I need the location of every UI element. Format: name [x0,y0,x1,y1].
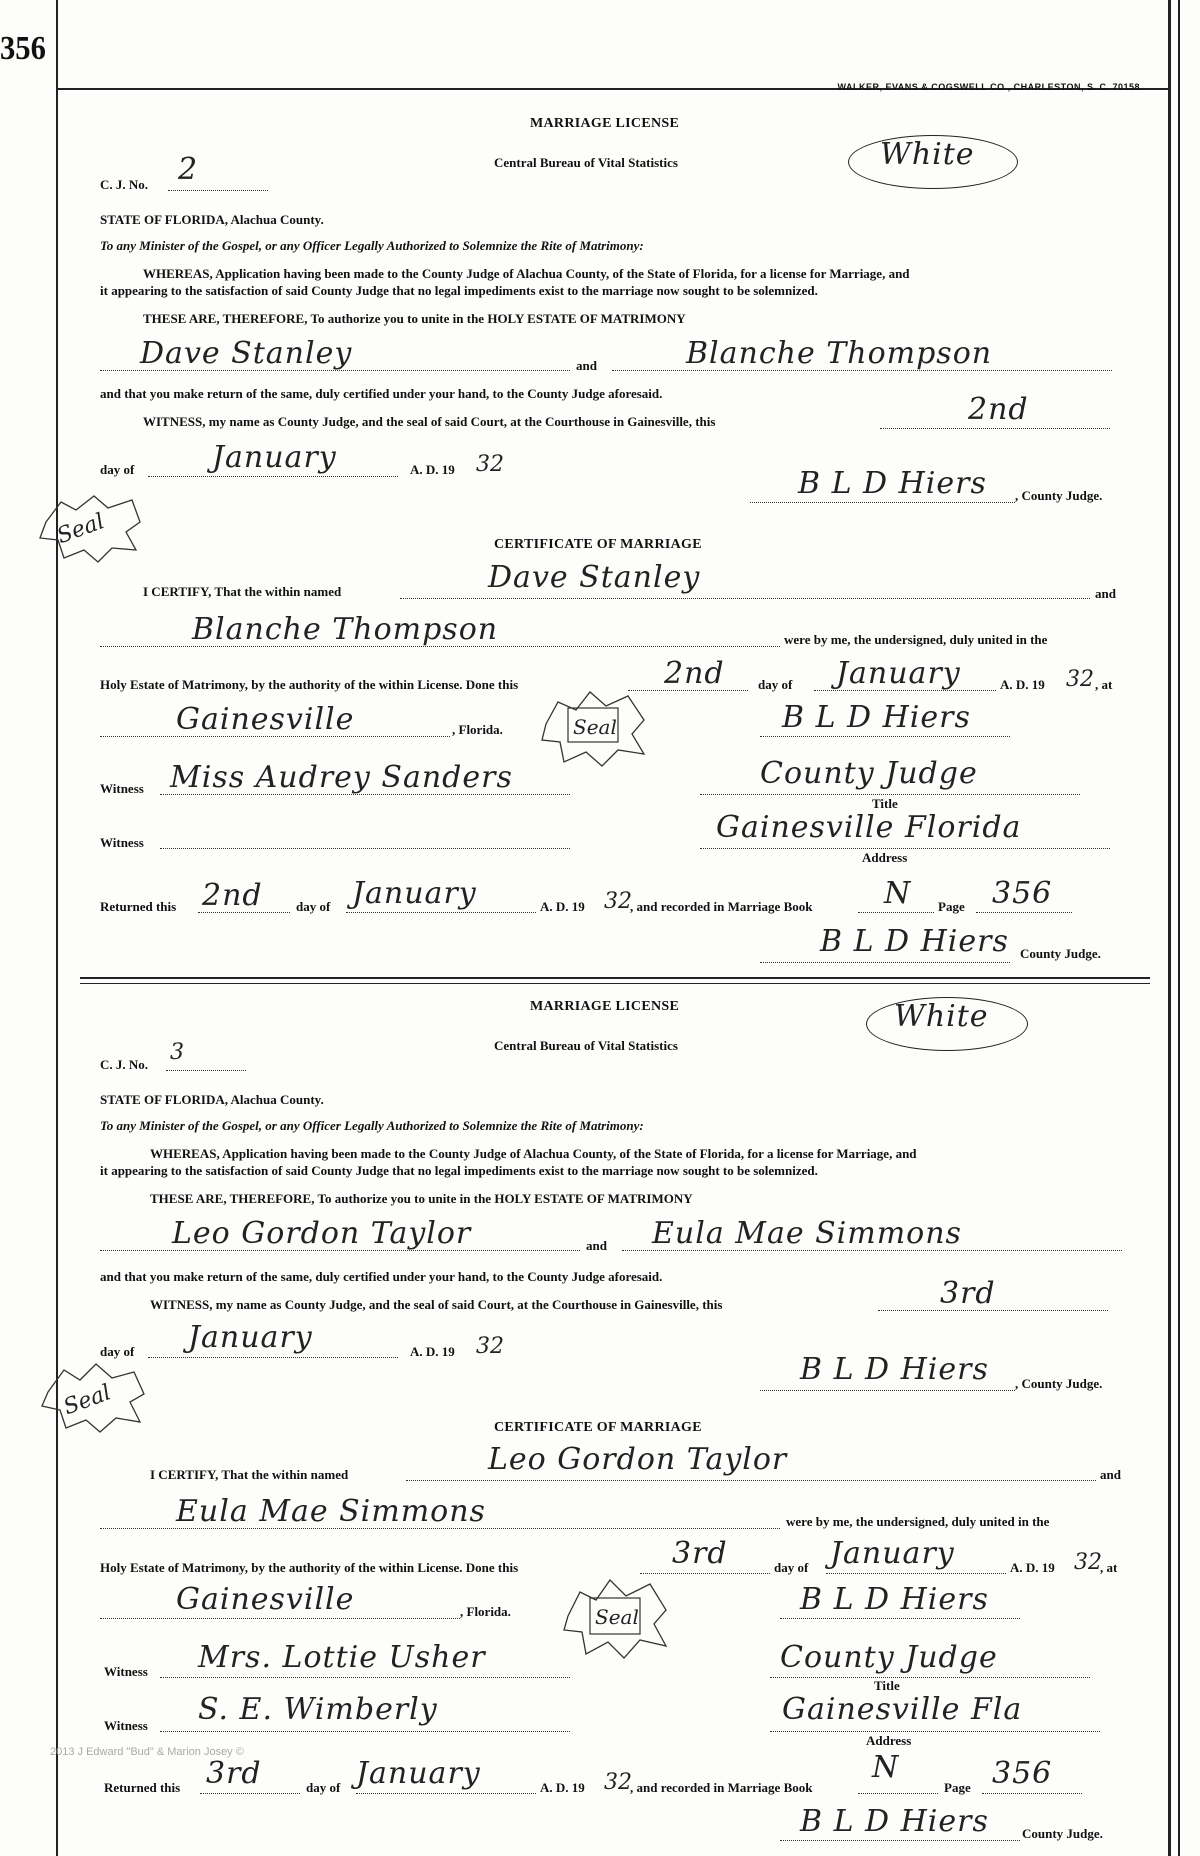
marriage-place: Gainesville [176,1582,355,1617]
license-month: January [212,440,337,475]
state-line: STATE OF FLORIDA, Alachua County. [100,212,324,227]
county-judge-label-2: County Judge. [1020,946,1101,961]
county-judge-label: , County Judge. [1015,488,1103,503]
florida-label: , Florida. [460,1604,511,1619]
license-title: MARRIAGE LICENSE [530,999,680,1014]
title-label: Title [872,796,898,811]
holy-estate-line: Holy Estate of Matrimony, by the authority of the within License. Done this [100,1560,519,1575]
officiant-signature: B L D Hiers [800,1582,989,1617]
whereas-line-1: WHEREAS, Application having been made to the County Judge of Alachua County, of the State of Florida, for a license for Marriage, and [143,266,910,281]
copyright-notice: 2013 J Edward "Bud" & Marion Josey © [50,1746,244,1758]
page-label: Page [938,899,965,914]
returned-year: 32 [604,889,632,914]
address-line: To any Minister of the Gospel, or any Officer Legally Authorized to Solemnize the Rite of Matrimony: [100,1118,644,1133]
groom-name: Leo Gordon Taylor [172,1216,472,1251]
done-month: January [836,656,961,691]
certificate-title: CERTIFICATE OF MARRIAGE [494,1420,702,1435]
address-label: Address [866,1733,912,1748]
cert-groom: Leo Gordon Taylor [488,1442,788,1477]
recorded-in-label: , and recorded in Marriage Book [630,1780,813,1795]
witness-label-1: Witness [100,781,144,796]
title-label: Title [874,1678,900,1693]
cert-seal-stamp [562,1576,672,1660]
book-letter: N [872,1750,900,1785]
whereas-line-2: it appearing to the satisfaction of said County Judge that no legal impediments exist to the marriage now sought to be solemnized. [100,283,818,298]
and-label: and [576,358,597,373]
returned-ad: A. D. 19 [540,899,585,914]
witness-2-name: S. E. Wimberly [198,1692,438,1727]
certify-line: I CERTIFY, That the within named [150,1467,349,1482]
page-label: Page [944,1780,971,1795]
license-day: 2nd [968,392,1029,427]
cert-seal-label: Seal [595,1605,639,1629]
done-year: 32 [1066,667,1094,692]
seal-stamp [36,492,146,564]
right-border-outer [1178,0,1180,1856]
done-at: , at [1100,1560,1118,1575]
recorded-in-label: , and recorded in Marriage Book [630,899,813,914]
these-are-line: THESE ARE, THEREFORE, To authorize you to unite in the HOLY ESTATE OF MATRIMONY [143,311,686,326]
witness-label-1: Witness [104,1664,148,1679]
holy-estate-line: Holy Estate of Matrimony, by the authority of the within License. Done this [100,677,519,692]
return-line: and that you make return of the same, duly certified under your hand, to the County Judge aforesaid. [100,1269,663,1284]
done-day: 3rd [672,1536,728,1571]
done-day-of: day of [758,677,793,692]
were-by-me: were by me, the undersigned, duly united in the [786,1514,1050,1529]
returned-year: 32 [604,1770,632,1795]
ad-label: A. D. 19 [410,1344,455,1359]
return-line: and that you make return of the same, duly certified under your hand, to the County Judge aforesaid. [100,386,663,401]
license-title: MARRIAGE LICENSE [530,116,680,131]
cert-bride: Eula Mae Simmons [176,1494,486,1529]
bureau-label: Central Bureau of Vital Statistics [494,1038,678,1053]
witness-line: WITNESS, my name as County Judge, and the seal of said Court, at the Courthouse in Gainesville, this [150,1297,723,1312]
cj-number: 3 [170,1040,184,1065]
section-divider [80,977,1150,979]
done-ad: A. D. 19 [1000,677,1045,692]
cj-number: 2 [178,152,199,187]
book-page: 356 [992,1756,1053,1791]
marriage-place: Gainesville [176,702,355,737]
were-by-me: were by me, the undersigned, duly united in the [784,632,1048,647]
returned-this-label: Returned this [104,1780,181,1795]
judge-signature: B L D Hiers [798,466,987,501]
returned-month: January [356,1756,481,1791]
whereas-line-2: it appearing to the satisfaction of said County Judge that no legal impediments exist to the marriage now sought to be solemnized. [100,1163,818,1178]
these-are-line: THESE ARE, THEREFORE, To authorize you to unite in the HOLY ESTATE OF MATRIMONY [150,1191,693,1206]
witness-line: WITNESS, my name as County Judge, and the seal of said Court, at the Courthouse in Gainesville, this [143,414,716,429]
cj-label: C. J. No. [100,1057,149,1072]
done-month: January [830,1536,955,1571]
county-judge-label: , County Judge. [1015,1376,1103,1391]
right-border [1168,0,1171,1856]
county-judge-label-2: County Judge. [1022,1826,1103,1841]
returned-ad: A. D. 19 [540,1780,585,1795]
returned-day: 2nd [202,878,263,913]
cert-seal-stamp [540,688,650,768]
cert-bride: Blanche Thompson [192,612,499,647]
and-label: and [586,1238,607,1253]
done-year: 32 [1074,1550,1102,1575]
cert-groom: Dave Stanley [488,560,701,595]
witness-1-name: Mrs. Lottie Usher [198,1640,486,1675]
return-signature: B L D Hiers [820,924,1009,959]
state-line: STATE OF FLORIDA, Alachua County. [100,1092,324,1107]
bride-name: Eula Mae Simmons [652,1216,962,1251]
address-line: To any Minister of the Gospel, or any Officer Legally Authorized to Solemnize the Rite of Matrimony: [100,238,644,253]
cert-and: and [1095,586,1116,601]
done-day: 2nd [664,656,725,691]
witness-label-2: Witness [100,835,144,850]
returned-this-label: Returned this [100,899,177,914]
book-page: 356 [992,876,1053,911]
day-of-label: day of [100,1344,135,1359]
license-month: January [188,1320,313,1355]
certificate-title: CERTIFICATE OF MARRIAGE [494,537,702,552]
day-of-label: day of [100,462,135,477]
book-letter: N [884,876,912,911]
license-day: 3rd [940,1276,996,1311]
left-border [56,0,58,1856]
officiant-address: Gainesville Fla [782,1692,1023,1727]
done-at: , at [1095,677,1113,692]
race-value: White [880,137,975,172]
officiant-title: County Judge [780,1640,998,1675]
return-signature: B L D Hiers [800,1804,989,1839]
cj-label: C. J. No. [100,177,149,192]
returned-month: January [352,876,477,911]
race-value: White [894,999,989,1034]
address-label: Address [862,850,908,865]
page-number: 356 [0,30,46,67]
witness-1-name: Miss Audrey Sanders [170,760,513,795]
license-year: 32 [476,452,504,477]
returned-day-of: day of [306,1780,341,1795]
judge-signature: B L D Hiers [800,1352,989,1387]
returned-day: 3rd [206,1756,262,1791]
section-divider-2 [80,983,1150,984]
cert-seal-label: Seal [573,715,617,739]
officiant-title: County Judge [760,756,978,791]
officiant-signature: B L D Hiers [782,700,971,735]
done-day-of: day of [774,1560,809,1575]
groom-name: Dave Stanley [140,336,353,371]
printer-imprint: WALKER, EVANS & COGSWELL CO., CHARLESTON, S. C. 70158 [837,82,1140,92]
witness-label-2: Witness [104,1718,148,1733]
seal-label: Seal [60,1380,115,1421]
license-year: 32 [476,1334,504,1359]
seal-stamp [40,1362,150,1434]
done-ad: A. D. 19 [1010,1560,1055,1575]
certify-line: I CERTIFY, That the within named [143,584,342,599]
florida-label: , Florida. [452,722,503,737]
officiant-address: Gainesville Florida [716,810,1022,845]
bride-name: Blanche Thompson [686,336,993,371]
whereas-line-1: WHEREAS, Application having been made to the County Judge of Alachua County, of the State of Florida, for a license for Marriage, and [150,1146,917,1161]
seal-label: Seal [53,509,108,550]
bureau-label: Central Bureau of Vital Statistics [494,155,678,170]
ad-label: A. D. 19 [410,462,455,477]
returned-day-of: day of [296,899,331,914]
cert-and: and [1100,1467,1121,1482]
